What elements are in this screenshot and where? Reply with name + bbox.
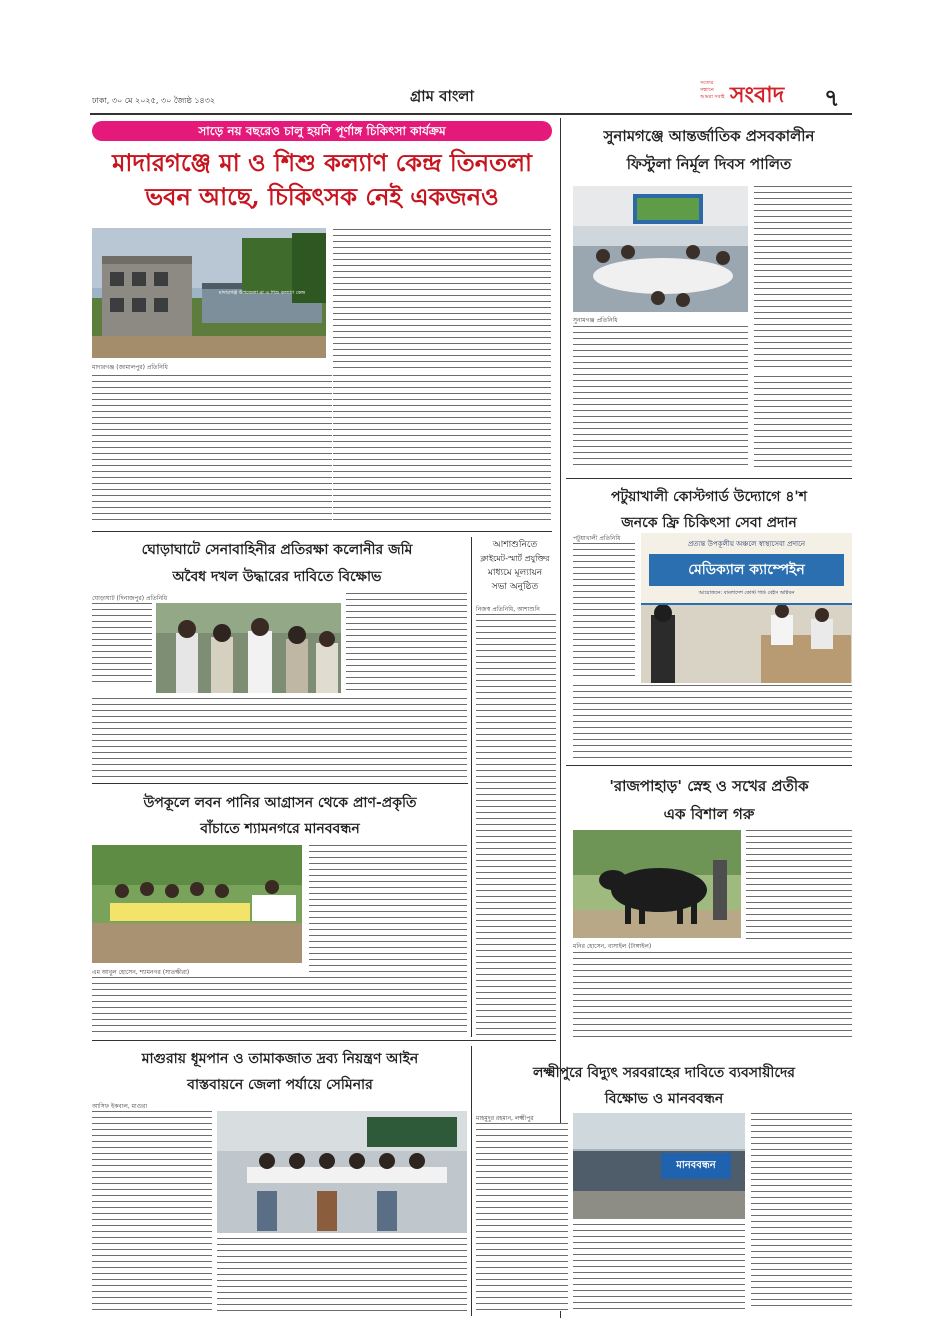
shyamnagar-headline [92, 790, 468, 842]
camp-banner-bottom: আয়োজনে: বাংলাদেশ কোস্ট গার্ড বেইস অগ্নিবন [698, 590, 795, 596]
fistula-photo-caption: সুনামগঞ্জ প্রতিনিধি [573, 317, 618, 324]
magura-headline-line-2: বাস্তবায়নে জেলা পর্যায়ে সেমিনার [187, 1077, 373, 1093]
date-line: ঢাকা, ৩০ মে ২০২৫, ৩০ জ্যৈষ্ঠ ১৪৩২ [92, 96, 216, 105]
lead-headline-line-2: ভবন আছে, চিকিৎসক নেই একজনও [145, 182, 499, 211]
header-rule [90, 113, 852, 115]
ghoraghat-body-col-b [346, 593, 467, 693]
patuakhali-headline-line-1: পটুয়াখালী কোস্টগার্ড উদ্যোগে ৪'শ [611, 489, 807, 505]
climate-headline-line-3: মাধ্যমে মূল্যায়ন [487, 568, 543, 578]
cow-body-col-a [746, 830, 852, 942]
magura-headline-line-1: মাগুরায় ধূমপান ও তামাকজাত দ্রব্য নিয়ন্ত্রণ আইন [141, 1051, 419, 1067]
shyamnagar-body-col-b [92, 977, 467, 1035]
magura-headline [92, 1046, 468, 1098]
magura-caption: আসিফ ইকবাল, মাগুরা [92, 1103, 148, 1110]
camp-banner-top: প্রত্যন্ত উপকূলীয় অঞ্চলে স্বাস্থ্যসেবা প্রদানে [687, 540, 806, 548]
magura-body-col-a [92, 1111, 212, 1311]
lakshmipur-body-col-a [476, 1123, 568, 1311]
lead-photo-caption: মাদারগঞ্জ (জামালপুর) প্রতিনিধি [92, 364, 168, 371]
cow-headline-line-2: এক বিশাল গরু [663, 805, 755, 823]
patuakhali-photo [641, 533, 852, 683]
lead-body-col-a [333, 229, 551, 373]
lead-kicker: সাড়ে নয় বছরেও চালু হয়নি পূর্ণাঙ্গ চিকিৎসা কার্যক্রম [92, 121, 552, 141]
climate-caption: নিজস্ব প্রতিনিধি, আশাশুনি [476, 606, 540, 613]
logo [700, 78, 815, 112]
shyamnagar-headline-line-1: উপকূলে লবন পানির আগ্রাসন থেকে প্রাণ-প্রকৃতি [143, 795, 417, 811]
ghoraghat-headline-line-2: অবৈধ দখল উদ্ধারের দাবিতে বিক্ষোভ [172, 569, 382, 585]
page-number: ৭ [824, 83, 840, 112]
fistula-body-col-c [754, 376, 852, 470]
lakshmipur-headline-line-2: বিক্ষোভ ও মানববন্ধন [604, 1091, 724, 1107]
magura-body-col-b [217, 1238, 467, 1311]
climate-body [476, 614, 556, 1036]
ghoraghat-caption: ঘোড়াঘাট (দিনাজপুর) প্রতিনিধি [92, 595, 168, 602]
shyamnagar-body-col-a [309, 845, 467, 973]
lead-headline-line-1: মাদারগঞ্জে মা ও শিশু কল্যাণ কেন্দ্র তিনতলা [112, 148, 532, 177]
climate-headline-line-2: ক্লাইমেট-স্মার্ট প্রযুক্তির [480, 554, 550, 563]
cow-caption: মনির হোসেন, বাসাইল (টাঙ্গাইল) [573, 943, 652, 950]
logo-tagline: সত্যের সন্ধানে আমরা সবাই [700, 80, 725, 100]
ghoraghat-body-col-a [92, 603, 152, 683]
lead-body-col-b [92, 375, 332, 525]
fistula-bottom-rule [566, 478, 852, 479]
lead-headline [92, 146, 552, 214]
ghoraghat-body-col-c [92, 698, 467, 778]
patuakhali-headline [566, 484, 852, 536]
shyamnagar-caption: এম আবুল হোসেন, শ্যামনগর (সাতক্ষীরা) [92, 969, 190, 976]
cow-body-col-b [573, 952, 852, 1038]
lakshmipur-caption: মাহমুদুর রহমান, লক্ষ্মীপুর [476, 1115, 534, 1122]
cow-photo [573, 830, 741, 938]
ghoraghat-headline-line-1: ঘোড়াঘাটে সেনাবাহিনীর প্রতিরক্ষা কলোনীর জমি [141, 542, 413, 558]
fistula-headline-line-2: ফিস্টুলা নির্মূল দিবস পালিত [626, 155, 792, 173]
lakshmipur-banner: মানববন্ধন [661, 1153, 731, 1179]
cow-headline-line-1: 'রাজপাহাড়' স্নেহ ও সখের প্রতীক [609, 777, 809, 795]
lead-photo-sign: মাদারগঞ্জ উপজেলা মা ও শিশু কল্যাণ কেন্দ্র [218, 290, 306, 296]
fistula-headline-line-1: সুনামগঞ্জে আন্তর্জাতিক প্রসবকালীন [603, 127, 815, 145]
lead-body-col-c [333, 375, 551, 525]
shyamnagar-headline-line-2: বাঁচাতে শ্যামনগরে মানববন্ধন [200, 821, 360, 837]
cow-headline [566, 772, 852, 828]
lakshmipur-body-col-c [573, 1224, 745, 1311]
section-title: গ্রাম বাংলা [410, 87, 474, 105]
lead-bottom-rule [92, 531, 552, 532]
patuakhali-body-col-a [573, 543, 635, 679]
fistula-body-col-a [754, 186, 852, 372]
magura-photo [217, 1111, 467, 1233]
lakshmipur-left-rule [471, 1046, 472, 1316]
ghoraghat-photo [156, 603, 341, 693]
shyamnagar-bottom-rule [92, 1040, 556, 1041]
lakshmipur-headline-line-1: লক্ষ্মীপুরে বিদ্যুৎ সরবরাহের দাবিতে ব্যবসায়ীদের [532, 1065, 796, 1081]
lead-photo [92, 228, 326, 358]
fistula-photo [573, 186, 748, 312]
ghoraghat-bottom-rule [92, 783, 468, 784]
camp-banner-main: মেডিক্যাল ক্যাম্পেইন [649, 554, 844, 586]
fistula-headline [566, 122, 852, 178]
patuakhali-caption: পটুয়াখালী প্রতিনিধি [573, 535, 621, 542]
climate-headline-line-1: আশাশুনিতে [492, 540, 538, 550]
camp-banner [641, 533, 852, 605]
patuakhali-headline-line-2: জনকে ফ্রি চিকিৎসা সেবা প্রদান [621, 515, 797, 531]
lakshmipur-headline [476, 1060, 852, 1112]
logo-wordmark: সংবাদ [730, 82, 785, 108]
patuakhali-body-col-b [573, 685, 852, 760]
lakshmipur-body-col-b [751, 1113, 852, 1311]
shyamnagar-photo [92, 845, 302, 963]
climate-headline [474, 538, 556, 594]
fistula-body-col-b [573, 326, 748, 470]
patuakhali-bottom-rule [566, 765, 852, 766]
ghoraghat-headline [92, 537, 462, 591]
lakshmipur-photo [573, 1113, 745, 1219]
climate-headline-line-4: সভা অনুষ্ঠিত [491, 582, 539, 592]
climate-divider [471, 537, 472, 1037]
